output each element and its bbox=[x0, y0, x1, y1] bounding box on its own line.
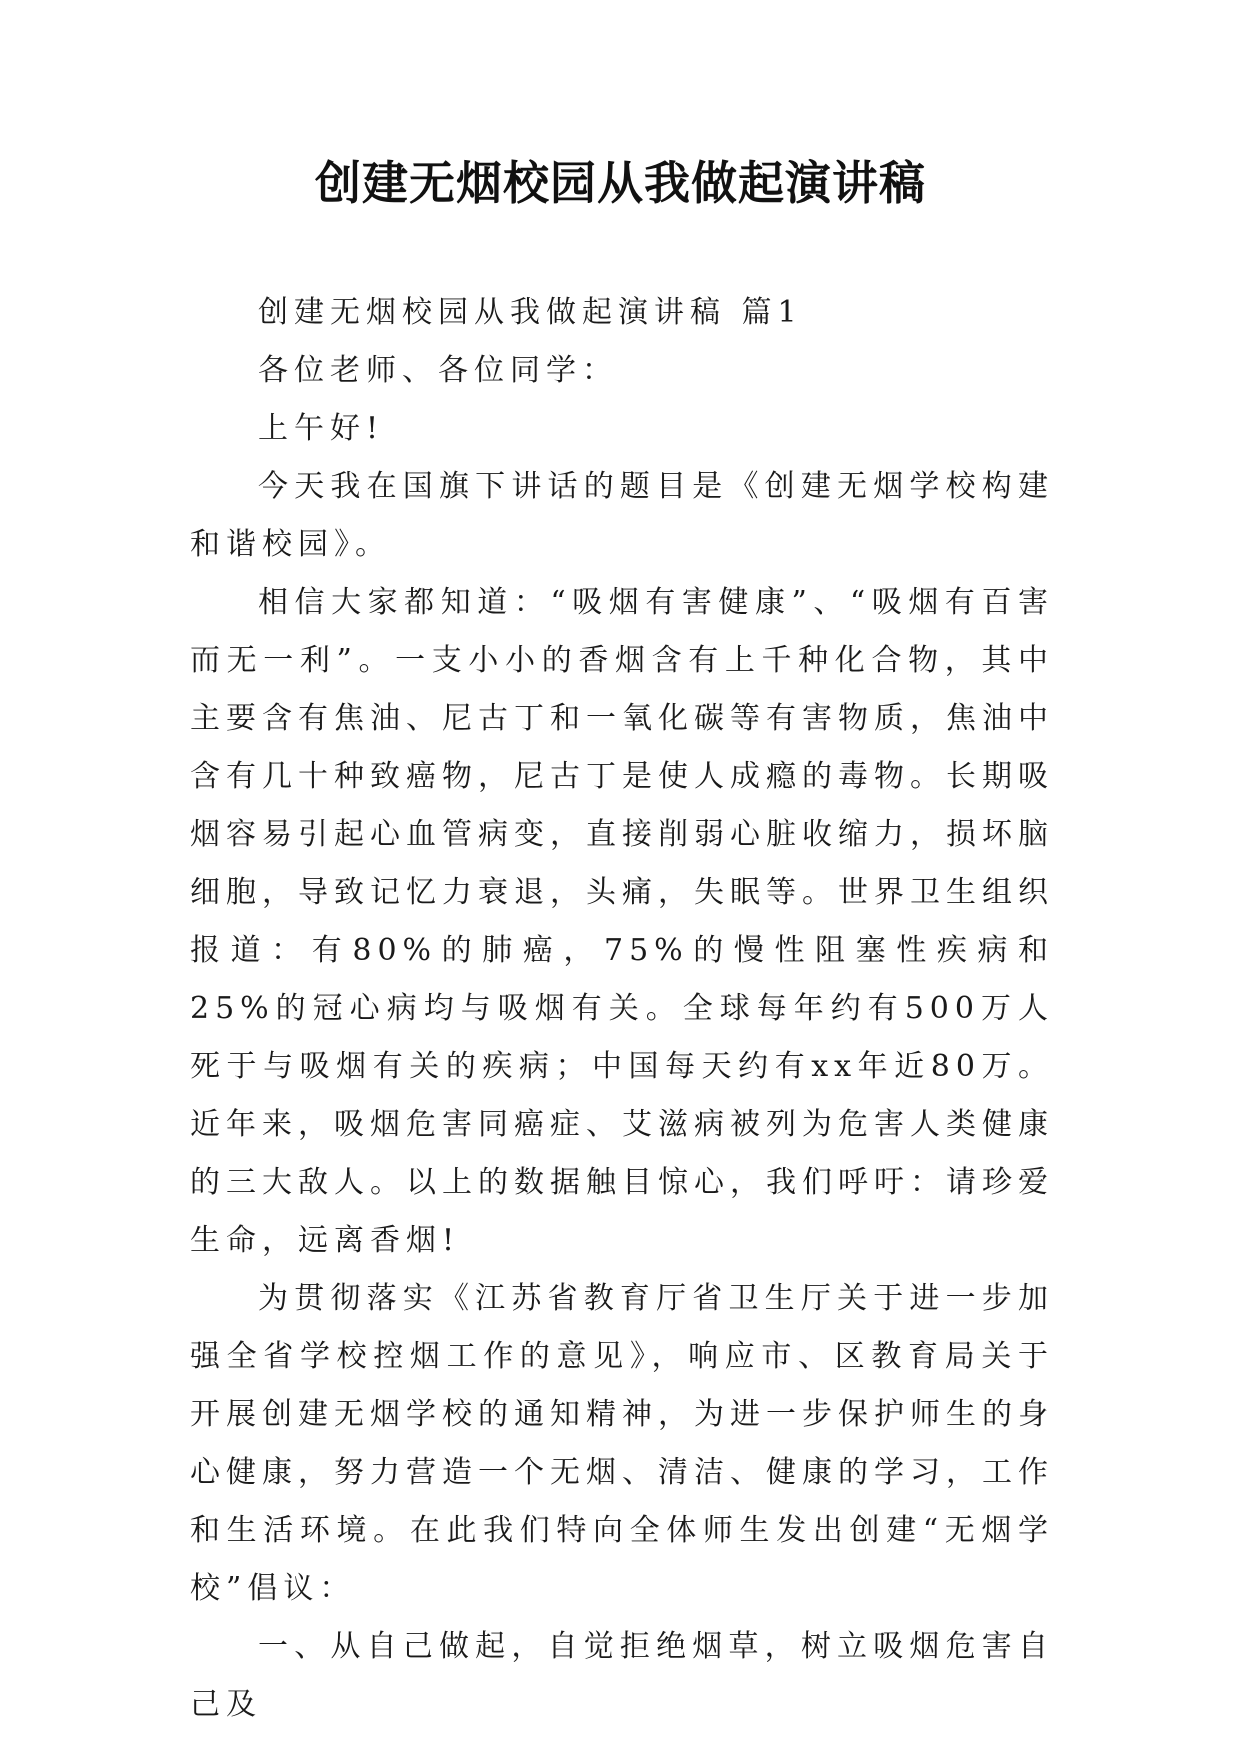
salutation: 各位老师、各位同学： bbox=[258, 353, 618, 388]
section-heading: 创建无烟校园从我做起演讲稿 篇1 bbox=[258, 295, 803, 330]
greeting: 上午好! bbox=[258, 411, 385, 446]
document-title: 创建无烟校园从我做起演讲稿 bbox=[315, 156, 926, 210]
paragraph: 相信大家都知道：“吸烟有害健康”、“吸烟有百害而无一利”。一支小小的香烟含有上千种化合物，其中主要含有焦油、尼古丁和一氧化碳等有害物质，焦油中含有几十种致癌物，尼古丁是使人成瘾的毒物。长期吸烟容易引起心血管病变，直接削弱心脏收缩力，损坏脑细胞，导致记忆力衰退，头痛，失眠等。世界卫生组织报道：有80%的肺癌，75%的慢性阻塞性疾病和25%的冠心病均与吸烟有关。全球每年约有500万人死于与吸烟有关的疾病；中国每天约有xx年近80万。近年来，吸烟危害同癌症、艾滋病被列为危害人类健康的三大敌人。以上的数据触目惊心，我们呼吁：请珍爱生命，远离香烟! bbox=[190, 585, 1054, 1258]
paragraph: 今天我在国旗下讲话的题目是《创建无烟学校构建和谐校园》。 bbox=[190, 469, 1054, 562]
paragraph: 为贯彻落实《江苏省教育厅省卫生厅关于进一步加强全省学校控烟工作的意见》，响应市、区教育局关于开展创建无烟学校的通知精神，为进一步保护师生的身心健康，努力营造一个无烟、清洁、健康的学习，工作和生活环境。在此我们特向全体师生发出创建“无烟学校”倡议： bbox=[190, 1281, 1054, 1606]
paragraph: 一、从自己做起，自觉拒绝烟草，树立吸烟危害自己及 bbox=[190, 1629, 1054, 1722]
document-body bbox=[190, 284, 1054, 1734]
